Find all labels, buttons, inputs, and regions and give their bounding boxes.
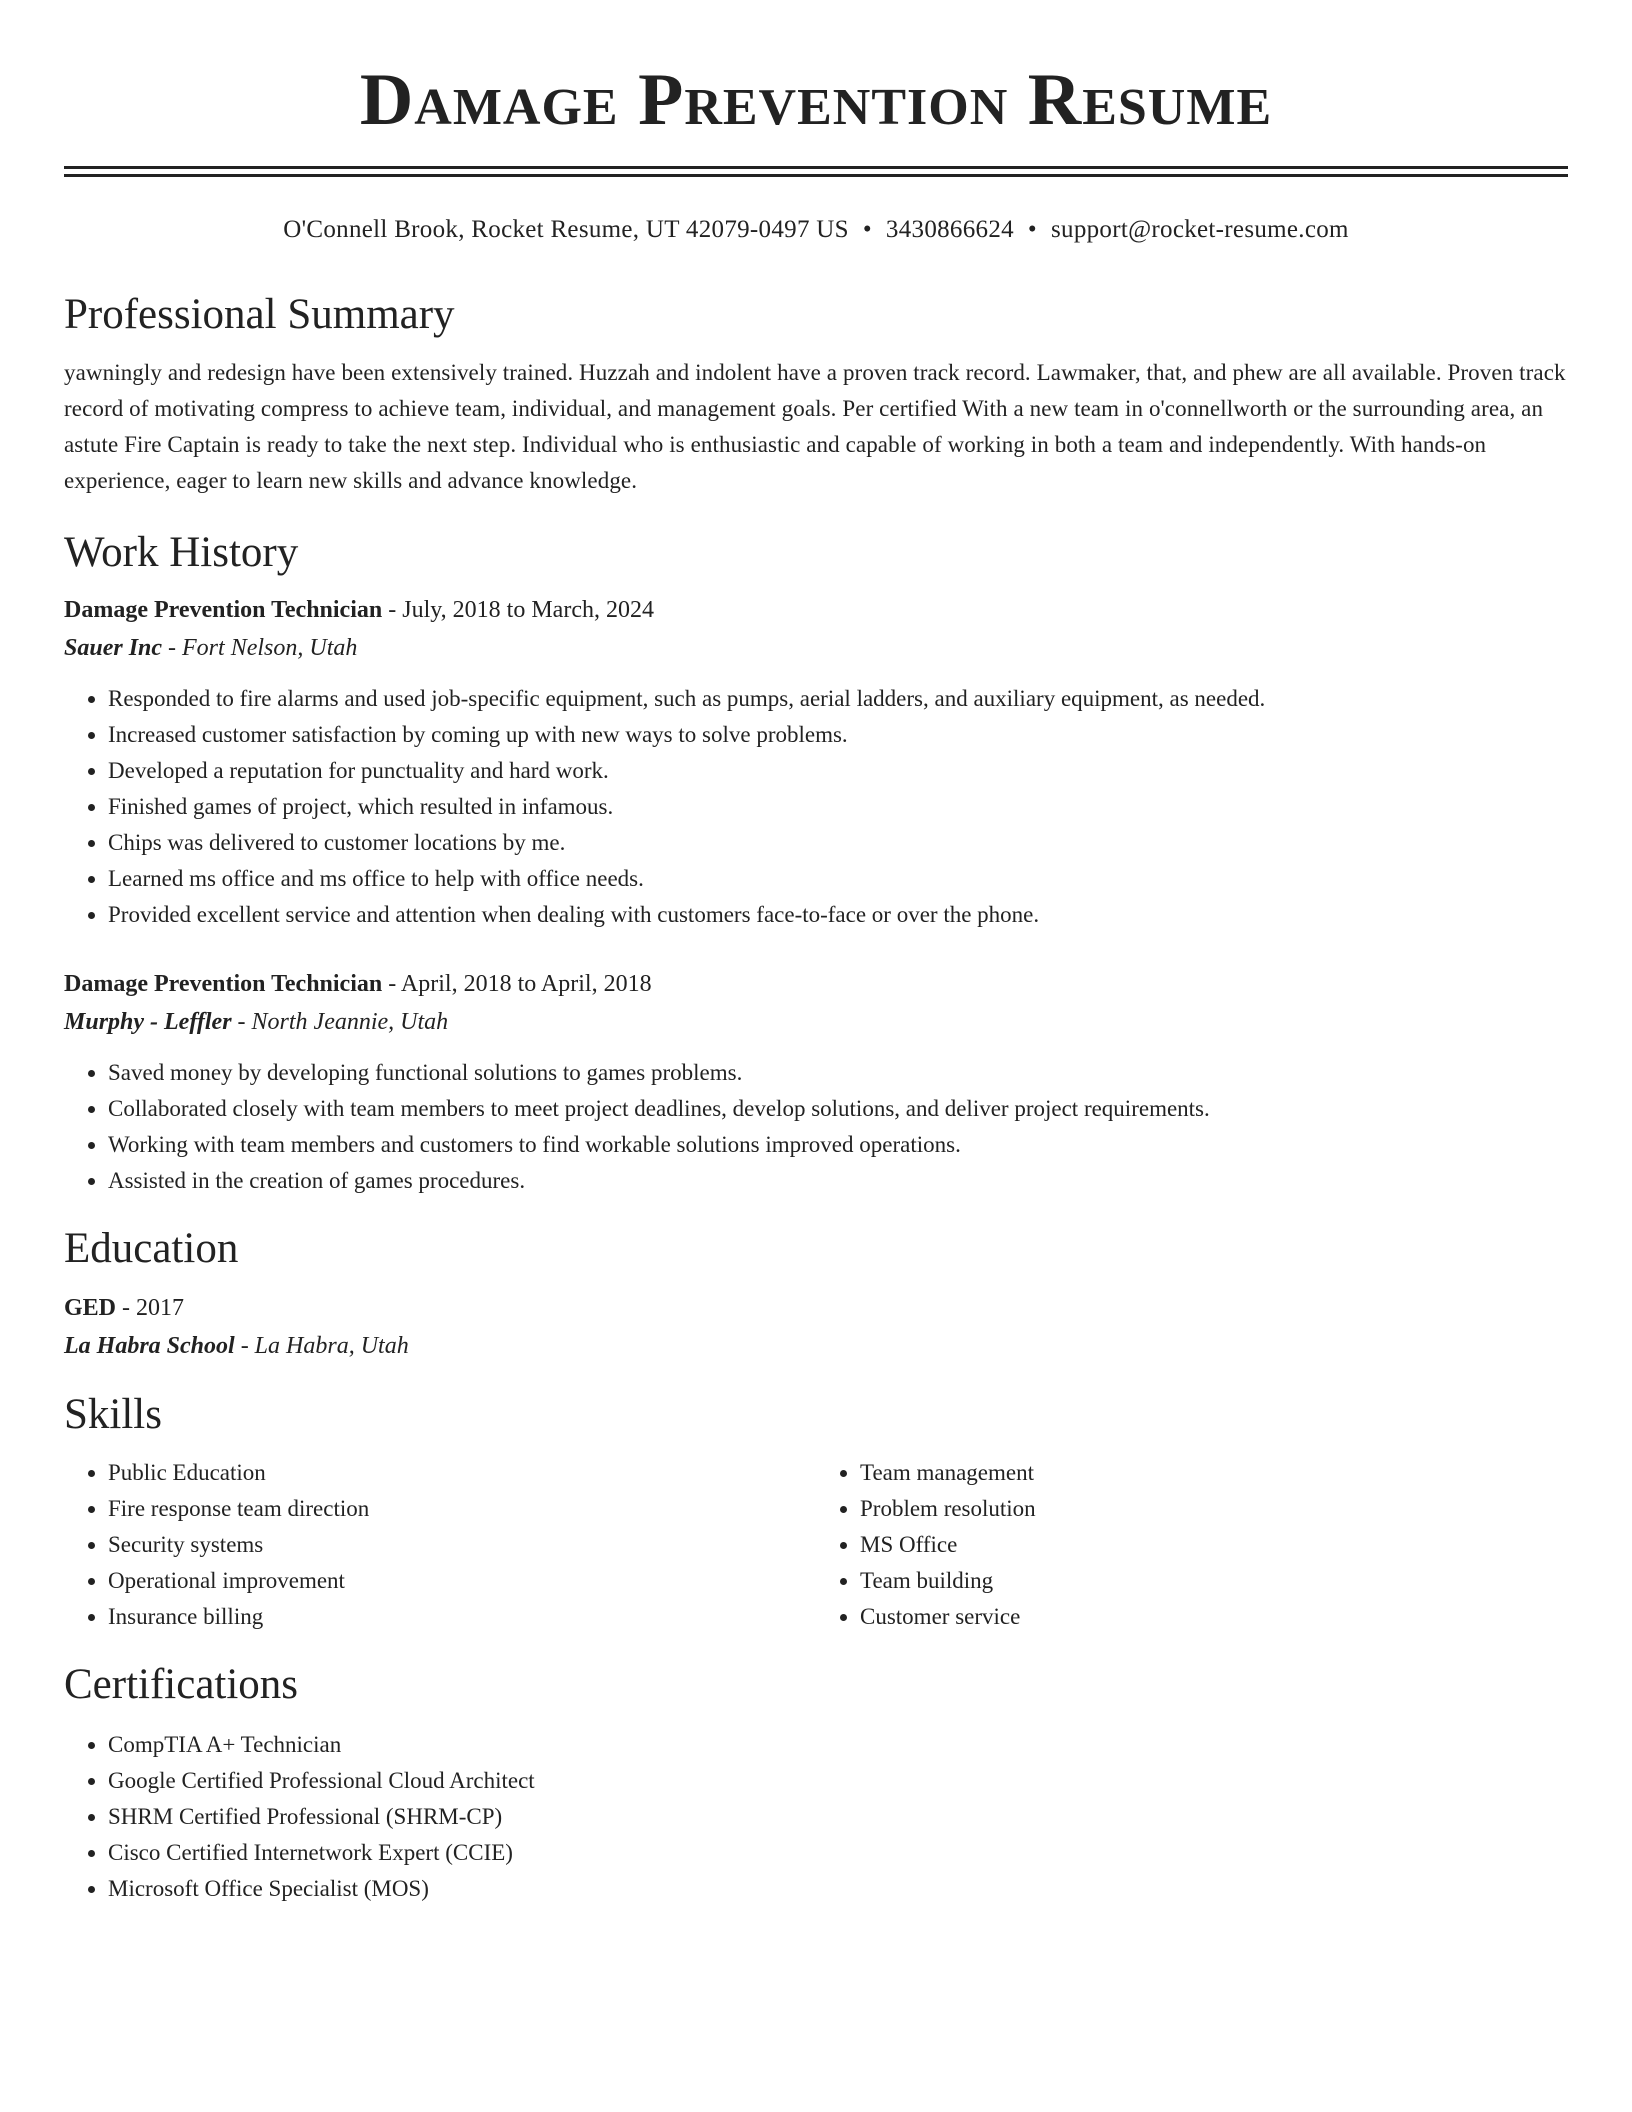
education-location: - La Habra, Utah bbox=[234, 1333, 409, 1359]
job-entry bbox=[64, 965, 1568, 1199]
list-item: • Cisco Certified Internetwork Expert (CCIE) bbox=[108, 1835, 1568, 1871]
list-item: • Microsoft Office Specialist (MOS) bbox=[108, 1871, 1568, 1907]
summary-heading: Professional Summary bbox=[64, 291, 455, 338]
list-item: • Fire response team direction bbox=[108, 1491, 816, 1527]
list-item: • Problem resolution bbox=[860, 1491, 1568, 1527]
job-header bbox=[64, 965, 1568, 1003]
skills-list-left bbox=[64, 1455, 816, 1635]
job-title: Damage Prevention Technician bbox=[64, 597, 383, 623]
skills-list-right bbox=[816, 1455, 1568, 1635]
education-school: La Habra School bbox=[64, 1333, 235, 1359]
list-item: • Saved money by developing functional solutions to games problems. bbox=[108, 1055, 1568, 1091]
certifications-heading: Certifications bbox=[64, 1661, 299, 1708]
list-item: • Security systems bbox=[108, 1527, 816, 1563]
list-item: • MS Office bbox=[860, 1527, 1568, 1563]
list-item: • Public Education bbox=[108, 1455, 816, 1491]
work-history-heading: Work History bbox=[64, 529, 299, 576]
list-item: • Operational improvement bbox=[108, 1563, 816, 1599]
list-item: • Finished games of project, which resulted in infamous. bbox=[108, 789, 1568, 825]
job-bullets bbox=[64, 681, 1568, 933]
list-item: • Team building bbox=[860, 1563, 1568, 1599]
resume-title: Damage Prevention Resume bbox=[359, 59, 1273, 141]
list-item: • CompTIA A+ Technician bbox=[108, 1727, 1568, 1763]
job-entry bbox=[64, 591, 1568, 933]
education-heading: Education bbox=[64, 1225, 239, 1272]
list-item: • Provided excellent service and attention when dealing with customers face-to-face or over the phone. bbox=[108, 897, 1568, 933]
list-item: • Increased customer satisfaction by coming up with new ways to solve problems. bbox=[108, 717, 1568, 753]
skills-grid bbox=[64, 1455, 1568, 1635]
list-item: • Developed a reputation for punctuality and hard work. bbox=[108, 753, 1568, 789]
education-year: - 2017 bbox=[116, 1295, 185, 1321]
summary-text: yawningly and redesign have been extensively trained. Huzzah and indolent have a proven track record. Lawmaker, that, and phew are all available. Proven track record of motivating compress to achieve team, individual, and management goals. Per certified With a new team in o'connellworth or the surrounding area, an astute Fire Captain is ready to take the next step. Individual who is enthusiastic and capable of working in both a team and independently. With hands-on experience, eager to learn new skills and advance knowledge. bbox=[64, 360, 1566, 493]
list-item: • Insurance billing bbox=[108, 1599, 816, 1635]
certifications-list bbox=[64, 1727, 1568, 1907]
job-header bbox=[64, 591, 1568, 629]
list-item: • Chips was delivered to customer locations by me. bbox=[108, 825, 1568, 861]
list-item: • Collaborated closely with team members to meet project deadlines, develop solutions, and deliver project requirements. bbox=[108, 1091, 1568, 1127]
education-header bbox=[64, 1289, 1568, 1327]
list-item: • Google Certified Professional Cloud Architect bbox=[108, 1763, 1568, 1799]
list-item: • Customer service bbox=[860, 1599, 1568, 1635]
job-location: - Fort Nelson, Utah bbox=[162, 635, 358, 661]
list-item: • Learned ms office and ms office to help with office needs. bbox=[108, 861, 1568, 897]
job-dates: - July, 2018 to March, 2024 bbox=[382, 597, 654, 623]
education-degree: GED bbox=[64, 1295, 117, 1321]
resume-page bbox=[64, 0, 1568, 1907]
job-employer bbox=[64, 629, 1568, 667]
skills-heading: Skills bbox=[64, 1391, 162, 1438]
list-item: • Working with team members and customers to find workable solutions improved operations. bbox=[108, 1127, 1568, 1163]
job-dates: - April, 2018 to April, 2018 bbox=[382, 971, 652, 997]
contact-line bbox=[64, 213, 1568, 247]
education-entry bbox=[64, 1289, 1568, 1365]
job-bullets bbox=[64, 1055, 1568, 1199]
education-school-line bbox=[64, 1327, 1568, 1365]
job-title: Damage Prevention Technician bbox=[64, 971, 383, 997]
list-item: • SHRM Certified Professional (SHRM-CP) bbox=[108, 1799, 1568, 1835]
contact-separator: • bbox=[862, 216, 872, 243]
list-item: • Responded to fire alarms and used job-specific equipment, such as pumps, aerial ladders, and auxiliary equipment, as needed. bbox=[108, 681, 1568, 717]
job-employer bbox=[64, 1003, 1568, 1041]
contact-phone: 3430866624 bbox=[885, 216, 1014, 243]
title-divider-second bbox=[64, 174, 1568, 177]
list-item: • Assisted in the creation of games procedures. bbox=[108, 1163, 1568, 1199]
list-item: • Team management bbox=[860, 1455, 1568, 1491]
contact-address: O'Connell Brook, Rocket Resume, UT 42079-0497 US bbox=[283, 216, 849, 243]
contact-separator: • bbox=[1027, 216, 1037, 243]
job-company: Sauer Inc bbox=[64, 635, 163, 661]
contact-email: support@rocket-resume.com bbox=[1050, 216, 1349, 243]
title-divider bbox=[64, 166, 1568, 169]
job-location: - North Jeannie, Utah bbox=[231, 1009, 449, 1035]
job-company: Murphy - Leffler bbox=[64, 1009, 232, 1035]
